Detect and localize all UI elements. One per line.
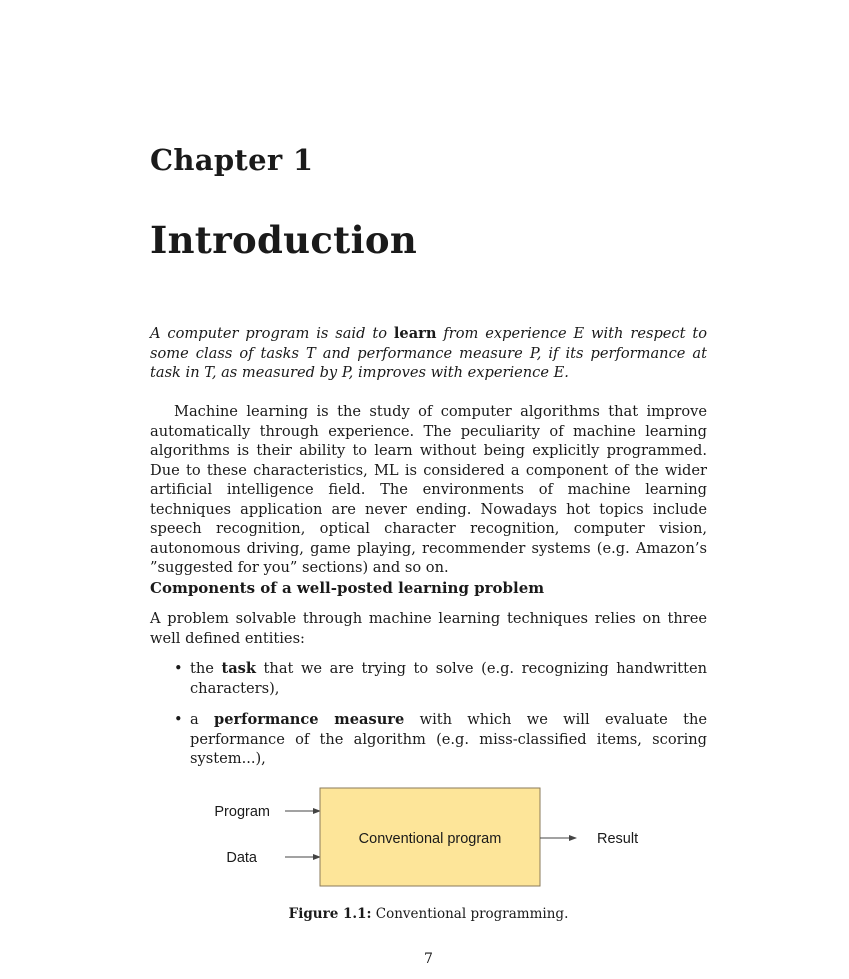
diagram-output-label: Result [597,831,639,847]
intro-paragraph: Machine learning is the study of computer algorithms that improve automatically through experience. The peculiarity of machine learning algorithms is their ability to learn without being explicitly programmed. Due to these characteristics, ML is considered a component of the wider artificial intelligence field. The environments of machine learning techniques application are never ending. Nowadays hot topics include speech recognition, optical character recognition, computer vision, autonomous driving, game playing, recommender systems (e.g. Amazon’s ”suggested for you” sections) and so on. [150,403,707,576]
section-intro-paragraph: A problem solvable through machine learning techniques relies on three well defined entities: [150,610,707,647]
epigraph-text-after: from experience E with respect to some class of tasks T and performance measure P, if its performance at task in T, as measured by P, improves with experience E. [150,325,707,381]
figure-caption-text: Conventional programming. [371,906,569,922]
epigraph-text-before: A computer program is said to [150,325,394,342]
page-number: 7 [424,951,433,967]
bullet-icon: • [174,711,183,728]
list-item-keyword: performance measure [214,711,405,728]
diagram-input-data-label: Data [226,850,257,866]
chapter-label: Chapter 1 [150,143,314,177]
section-heading: Components of a well-posted learning problem [150,579,545,597]
diagram-box-label: Conventional program [358,831,502,847]
list-item-text: a [190,711,214,728]
diagram-input-program-label: Program [214,804,270,820]
figure-caption-label: Figure 1.1: [288,906,372,922]
chapter-title: Introduction [150,218,418,262]
list-item-text: with which we will evaluate the performance of the algorithm (e.g. miss-classified items, scoring system...), [190,711,707,767]
bullet-icon: • [174,660,183,677]
list-item-text: the [190,660,222,677]
list-item-keyword: task [221,660,256,677]
epigraph-keyword-learn: learn [393,325,437,342]
figure-caption [0,906,849,922]
list-item-text: that we are trying to solve (e.g. recognizing handwritten characters), [190,660,707,697]
